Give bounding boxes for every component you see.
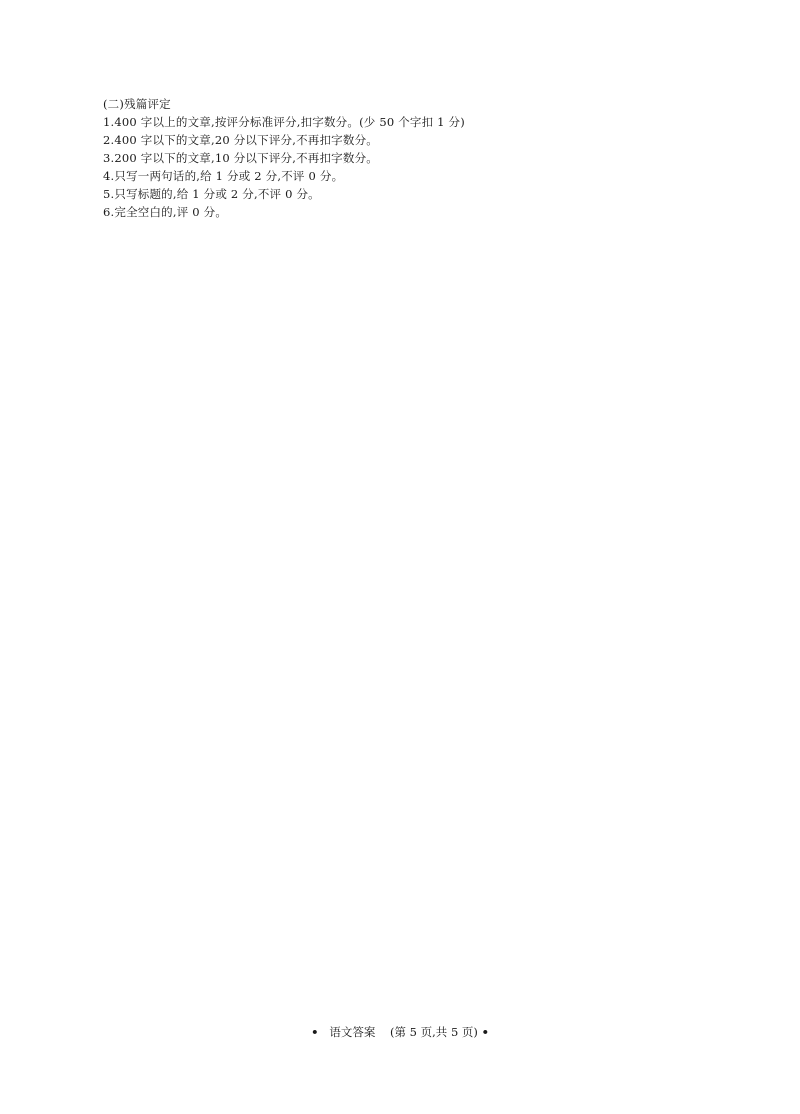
footer-bullet-left: •: [311, 1025, 319, 1039]
rule-item-3: 3.200 字以下的文章,10 分以下评分,不再扣字数分。: [103, 151, 378, 165]
section-heading: (二)残篇评定: [103, 97, 171, 111]
rule-item-1: 1.400 字以上的文章,按评分标准评分,扣字数分。(少 50 个字扣 1 分): [103, 115, 465, 129]
scoring-section: [103, 95, 703, 221]
footer-subject: 语文答案: [329, 1025, 376, 1039]
rule-item-5: 5.只写标题的,给 1 分或 2 分,不评 0 分。: [103, 187, 320, 201]
footer-bullet-right: •: [481, 1025, 489, 1039]
page-footer: [0, 1024, 800, 1040]
rule-item-4: 4.只写一两句话的,给 1 分或 2 分,不评 0 分。: [103, 169, 344, 183]
rule-item-2: 2.400 字以下的文章,20 分以下评分,不再扣字数分。: [103, 133, 378, 147]
rule-item-6: 6.完全空白的,评 0 分。: [103, 205, 228, 219]
footer-page-info: (第 5 页,共 5 页): [390, 1025, 478, 1039]
